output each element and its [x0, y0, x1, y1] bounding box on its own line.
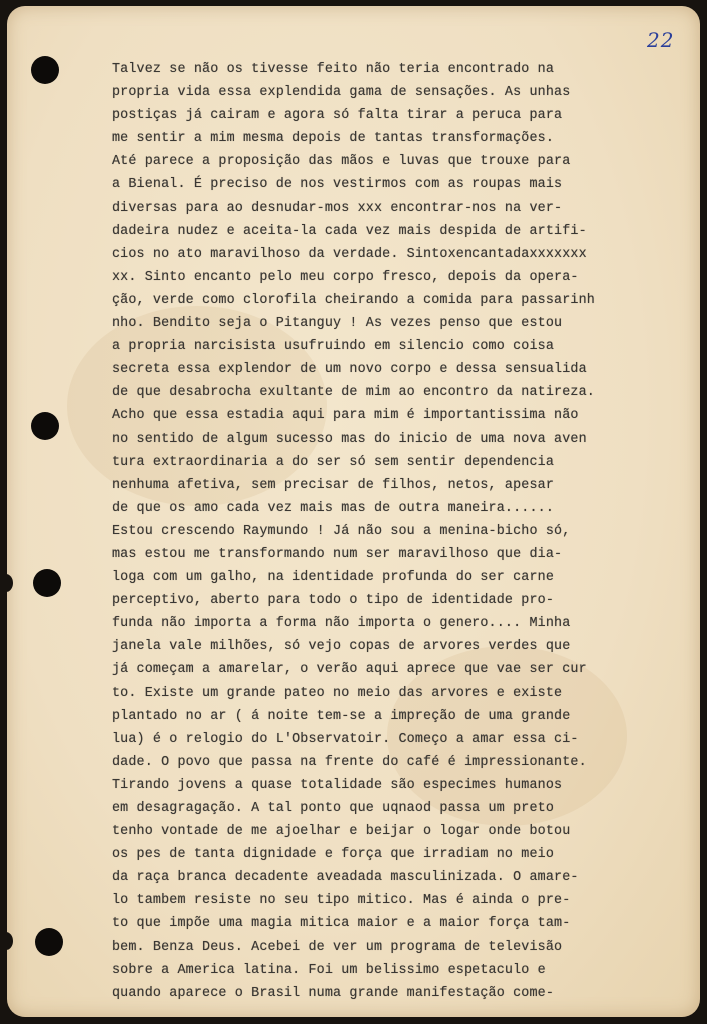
text-line: propria vida essa explendida gama de sensações. As unhas: [112, 85, 571, 101]
text-line: lo tambem resiste no seu tipo mitico. Mas é ainda o pre-: [112, 893, 571, 909]
page-number: 22: [647, 28, 675, 52]
edge-tear: [7, 574, 13, 592]
punch-hole: [31, 412, 59, 440]
text-line: tenho vontade de me ajoelhar e beijar o logar onde botou: [112, 824, 571, 840]
text-line: janela vale milhões, só vejo copas de arvores verdes que: [112, 639, 571, 655]
text-line: me sentir a mim mesma depois de tantas transformações.: [112, 131, 555, 147]
text-line: Até parece a proposição das mãos e luvas que trouxe para: [112, 154, 571, 170]
text-line: quando aparece o Brasil numa grande manifestação come-: [112, 985, 555, 1001]
text-line: de que desabrocha exultante de mim ao encontro da natireza.: [112, 385, 595, 401]
text-line: bem. Benza Deus. Acebei de ver um programa de televisão: [112, 939, 563, 955]
text-line: já começam a amarelar, o verão aqui aprece que vae ser cur: [112, 662, 587, 678]
text-line: postiças já cairam e agora só falta tirar a peruca para: [112, 108, 563, 124]
text-line: dadeira nudez e aceita-la cada vez mais despida de artifi-: [112, 223, 587, 239]
text-line: cios no ato maravilhoso da verdade. Sintoxencantadaxxxxxxx: [112, 246, 587, 262]
text-line: perceptivo, aberto para todo o tipo de identidade pro-: [112, 593, 555, 609]
text-line: os pes de tanta dignidade e força que irradiam no meio: [112, 847, 555, 863]
text-line: Acho que essa estadia aqui para mim é importantissima não: [112, 408, 579, 424]
text-line: da raça branca decadente aveadada masculinizada. O amare-: [112, 870, 579, 886]
text-line: Talvez se não os tivesse feito não teria encontrado na: [112, 62, 555, 77]
text-line: em desagragação. A tal ponto que uqnaod passa um preto: [112, 801, 555, 816]
text-line: lua) é o relogio do L'Observatoir. Começo a amar essa ci-: [112, 731, 579, 747]
text-line: nho. Bendito seja o Pitanguy ! As vezes penso que estou: [112, 316, 563, 332]
punch-hole: [33, 569, 61, 597]
text-line: loga com um galho, na identidade profunda do ser carne: [112, 570, 555, 586]
text-line: de que os amo cada vez mais mas de outra maneira......: [112, 500, 555, 516]
text-line: funda não importa a forma não importa o genero.... Minha: [112, 616, 571, 632]
text-line: secreta essa explendor de um novo corpo e dessa sensualida: [112, 362, 587, 378]
text-line: xx. Sinto encanto pelo meu corpo fresco, depois da opera-: [112, 269, 579, 285]
punch-hole: [35, 928, 63, 956]
text-line: diversas para ao desnudar-mos xxx encontrar-nos na ver-: [112, 200, 563, 216]
edge-tear: [7, 932, 13, 950]
text-line: a propria narcisista usufruindo em silencio como coisa: [112, 339, 555, 355]
text-line: to. Existe um grande pateo no meio das arvores e existe: [112, 685, 563, 701]
text-line: dade. O povo que passa na frente do café é impressionante.: [112, 754, 587, 770]
punch-hole: [31, 56, 59, 84]
text-line: plantado no ar ( á noite tem-se a impreção de uma grande: [112, 708, 571, 724]
text-line: nenhuma afetiva, sem precisar de filhos, netos, apesar: [112, 477, 555, 493]
typed-text-body: [112, 58, 702, 1005]
text-line: mas estou me transformando num ser maravilhoso que dia-: [112, 546, 563, 562]
text-line: ção, verde como clorofila cheirando a comida para passarinh: [112, 292, 595, 308]
text-line: no sentido de algum sucesso mas do inicio de uma nova aven: [112, 431, 587, 447]
text-line: tura extraordinaria a do ser só sem sentir dependencia: [112, 454, 555, 470]
text-line: a Bienal. É preciso de nos vestirmos com as roupas mais: [112, 177, 563, 193]
text-line: Estou crescendo Raymundo ! Já não sou a menina-bicho só,: [112, 523, 571, 539]
text-line: to que impõe uma magia mitica maior e a maior força tam-: [112, 916, 571, 932]
text-line: Tirando jovens a quase totalidade são especimes humanos: [112, 777, 563, 793]
text-line: sobre a America latina. Foi um belissimo espetaculo e: [112, 962, 546, 978]
